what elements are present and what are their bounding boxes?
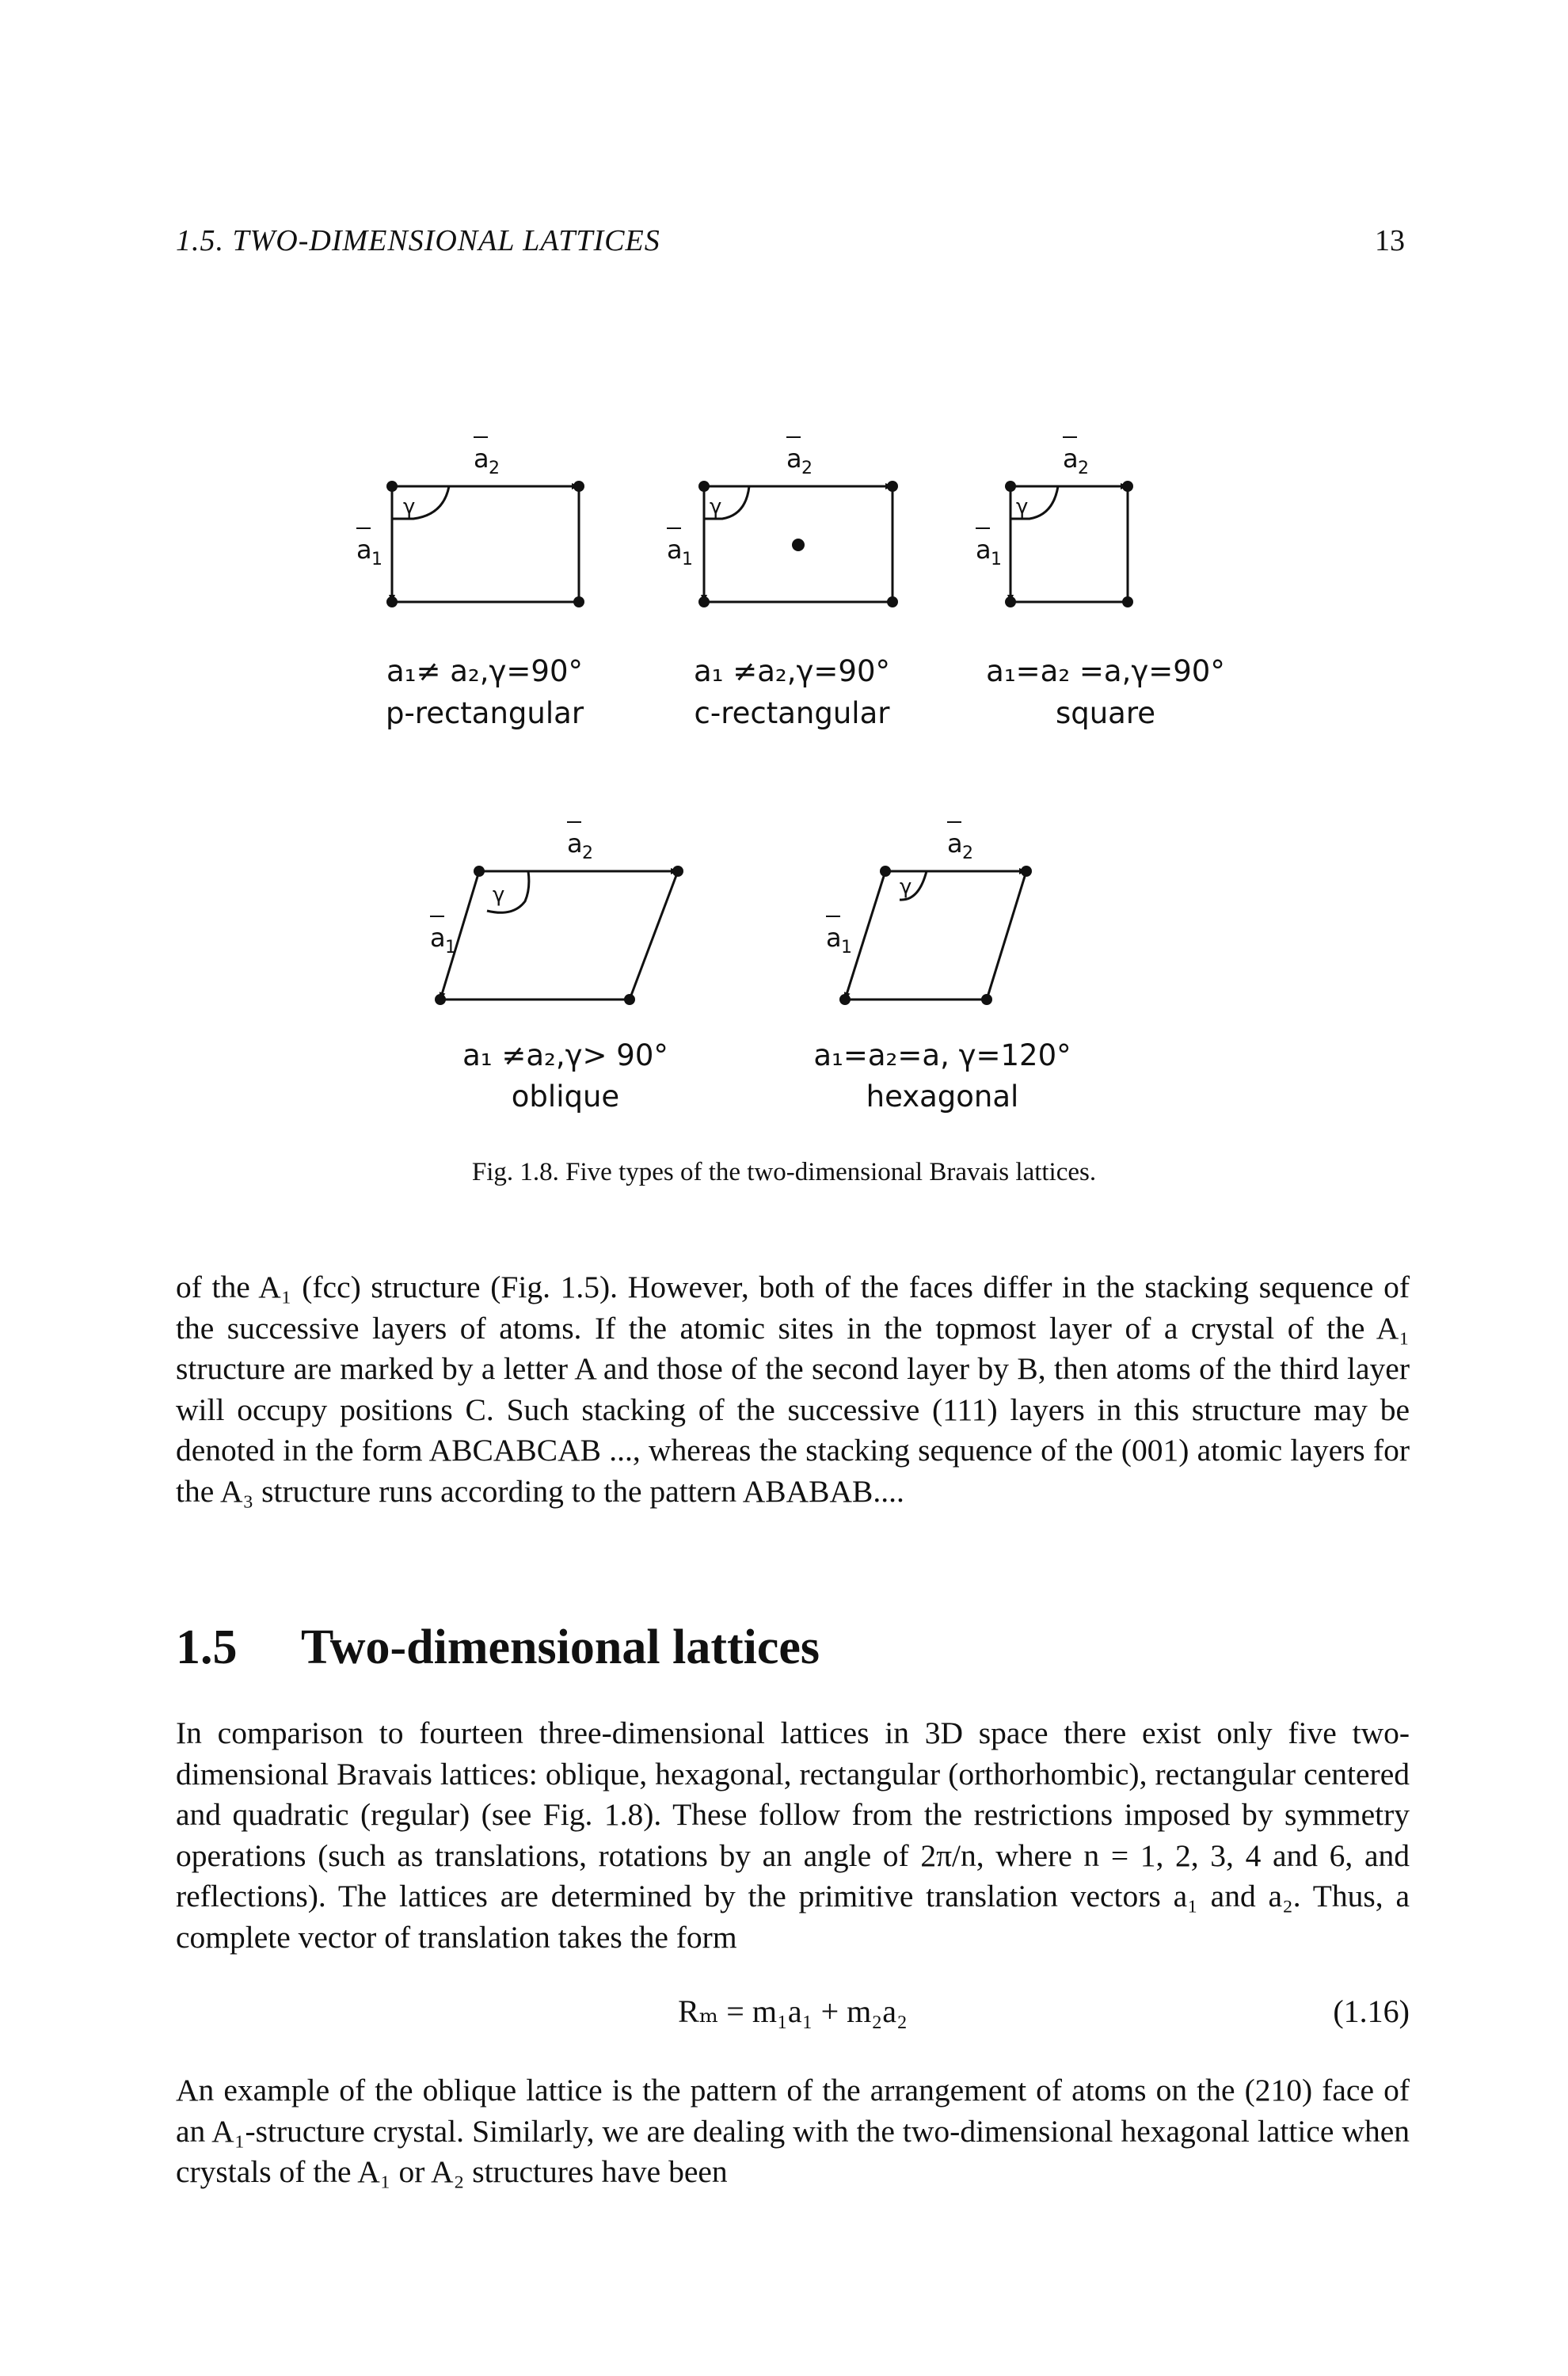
c-rect-a1-label xyxy=(667,528,693,569)
square-gamma-label: γ xyxy=(1016,495,1029,519)
svg-text:1: 1 xyxy=(445,938,456,958)
svg-text:a: a xyxy=(976,535,991,565)
oblique-name: oblique xyxy=(511,1079,620,1114)
hex-a2-label xyxy=(947,822,973,863)
lattice-points xyxy=(386,481,1133,1005)
hexagonal-name: hexagonal xyxy=(866,1079,1019,1114)
p-rect-a1-label xyxy=(356,528,382,569)
p-rect-gamma-label: γ xyxy=(403,495,416,519)
svg-text:1: 1 xyxy=(371,550,382,569)
p-rectangular-cell xyxy=(392,486,579,602)
svg-text:a: a xyxy=(356,535,372,565)
square-a2-label xyxy=(1063,437,1089,478)
svg-text:a: a xyxy=(430,923,446,953)
bravais-lattice-figure xyxy=(0,0,1568,1156)
svg-text:2: 2 xyxy=(582,843,593,863)
svg-text:a: a xyxy=(1063,444,1079,474)
svg-text:2: 2 xyxy=(801,459,813,478)
p-rect-a2-label xyxy=(474,437,500,478)
p-rect-name: p-rectangular xyxy=(385,696,584,730)
section-heading xyxy=(176,1620,820,1676)
p-rect-condition: a₁≠ a₂,γ=90° xyxy=(386,654,584,688)
centered-lattice-point xyxy=(792,539,805,551)
page-number: 13 xyxy=(1375,224,1405,257)
oblique-gamma-label: γ xyxy=(493,883,505,907)
svg-text:1: 1 xyxy=(991,550,1002,569)
svg-text:2: 2 xyxy=(962,843,973,863)
svg-text:2: 2 xyxy=(489,459,500,478)
oblique-a2-label xyxy=(567,822,593,863)
svg-text:a: a xyxy=(667,535,683,565)
svg-text:a: a xyxy=(567,828,583,859)
svg-text:a: a xyxy=(786,444,802,474)
equation: Rₘ = m₁a₁ + m₂a₂ xyxy=(678,1993,908,2029)
oblique-a1-label xyxy=(430,916,456,958)
c-rect-a2-label xyxy=(786,437,813,478)
body-paragraph-1: of the A₁ (fcc) structure (Fig. 1.5). However, both of the faces differ in the stacking sequence of the successive layers of atoms. If the atomic sites in the topmost layer of a crystal of the A₁ structure are marked by a letter A and those of the second layer by B, then atoms of the third layer will occupy positions C. Such stacking of the successive (111) layers in this structure may be denoted in the form ABCABCAB ..., whereas the stacking sequence of the (001) atomic layers for the A₃ structure runs according to the pattern ABABAB.... xyxy=(176,1270,1410,1509)
equation-number: (1.16) xyxy=(1333,1993,1410,2029)
running-header: 1.5. TWO-DIMENSIONAL LATTICES xyxy=(176,224,660,257)
oblique-condition: a₁ ≠a₂,γ> 90° xyxy=(462,1038,668,1072)
square-name: square xyxy=(1055,696,1156,730)
svg-text:a: a xyxy=(474,444,489,474)
hexagonal-cell xyxy=(845,871,1026,1000)
svg-text:2: 2 xyxy=(1078,459,1089,478)
svg-text:1: 1 xyxy=(841,938,852,958)
hex-gamma-label: γ xyxy=(900,875,912,899)
oblique-cell xyxy=(440,871,678,1000)
body-paragraph-3: An example of the oblique lattice is the pattern of the arrangement of atoms on the (210) face of an A₁-structure crystal. Similarly, we are dealing with the two-dimensional hexagonal lattice when crystals of the A₁ or A₂ structures have been xyxy=(176,2073,1410,2189)
c-rect-name: c-rectangular xyxy=(694,696,890,730)
hex-a1-label xyxy=(826,916,852,958)
c-rect-condition: a₁ ≠a₂,γ=90° xyxy=(693,654,891,688)
square-condition: a₁=a₂ =a,γ=90° xyxy=(986,654,1225,688)
figure-caption: Fig. 1.8. Five types of the two-dimensional Bravais lattices. xyxy=(471,1158,1097,1186)
section-title: Two-dimensional lattices xyxy=(301,1620,820,1674)
svg-text:1: 1 xyxy=(682,550,693,569)
section-number: 1.5 xyxy=(176,1620,238,1674)
c-rect-gamma-label: γ xyxy=(710,495,722,519)
body-paragraph-2: In comparison to fourteen three-dimensional lattices in 3D space there exist only five two-dimensional Bravais lattices: oblique, hexagonal, rectangular (orthorhombic), rectangular centered and quadratic (regular) (see Fig. 1.8). These follow from the restrictions imposed by symmetry operations (such as translations, rotations by an angle of 2π/n, where n = 1, 2, 3, 4 and 6, and reflections). The lattices are determined by the primitive translation vectors a₁ and a₂. Thus, a complete vector of translation takes the form xyxy=(176,1715,1410,1955)
square-a1-label xyxy=(976,528,1002,569)
svg-text:a: a xyxy=(947,828,963,859)
hexagonal-condition: a₁=a₂=a, γ=120° xyxy=(813,1038,1071,1072)
svg-text:a: a xyxy=(826,923,842,953)
equation-block xyxy=(176,1993,1410,2037)
